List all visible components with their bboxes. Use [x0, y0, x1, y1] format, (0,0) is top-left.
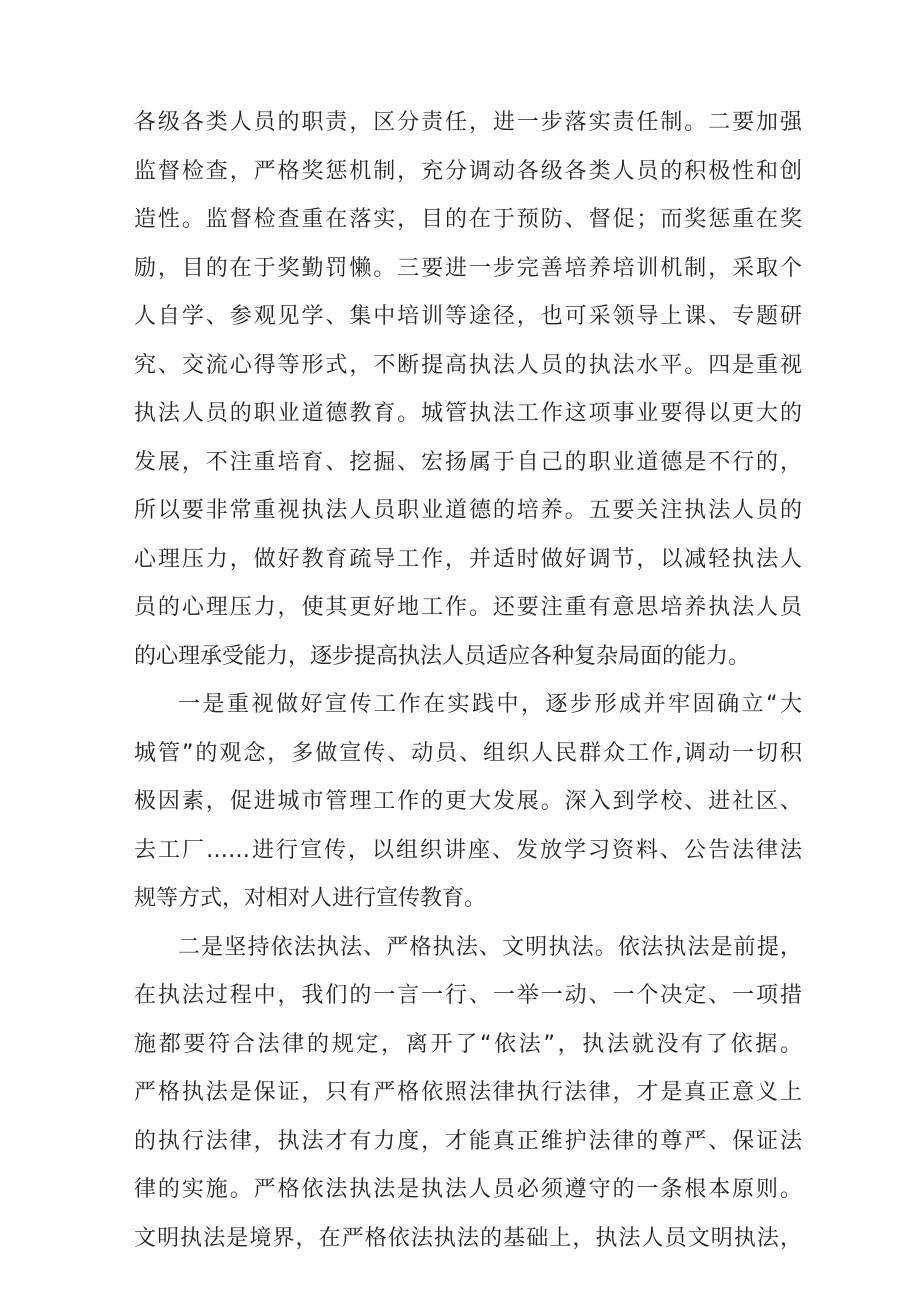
paragraph-continuation	[134, 99, 802, 681]
text-line: 文明执法是境界，在严格依法执法的基础上，执法人员文明执法，	[134, 1225, 802, 1251]
text-line: 各级各类人员的职责，区分责任，进一步落实责任制。二要加强	[134, 110, 802, 135]
text-line: 严格执法是保证，只有严格依照法律执行法律，才是真正意义上	[134, 1080, 802, 1105]
text-line: 员的心理压力，使其更好地工作。还要注重有意思培养执法人员	[134, 595, 802, 620]
text-line: 发展，不注重培育、挖掘、宏扬属于自己的职业道德是不行的，	[134, 449, 802, 475]
paragraph-law-enforcement	[134, 924, 802, 1264]
text-line: 规等方式，对相对人进行宣传教育。	[134, 886, 487, 911]
text-line: 执法人员的职业道德教育。城管执法工作这项事业要得以更大的	[134, 401, 802, 426]
text-line: 去工厂……进行宣传，以组织讲座、发放学习资料、公告法律法	[134, 837, 802, 863]
text-line: 城管”的观念，多做宣传、动员、组织人民群众工作,调动一切积	[134, 740, 802, 766]
text-line: 所以要非常重视执法人员职业道德的培养。五要关注执法人员的	[134, 498, 802, 523]
text-line: 监督检查，严格奖惩机制，充分调动各级各类人员的积极性和创	[134, 158, 802, 184]
paragraph-publicity	[134, 681, 802, 924]
text-line: 一是重视做好宣传工作在实践中，逐步形成并牢固确立“大	[178, 692, 802, 717]
text-line: 心理压力，做好教育疏导工作，并适时做好调节，以减轻执法人	[134, 546, 802, 572]
text-line: 二是坚持依法执法、严格执法、文明执法。依法执法是前提，	[178, 934, 802, 960]
text-line: 究、交流心得等形式，不断提高执法人员的执法水平。四是重视	[134, 352, 802, 378]
text-line: 律的实施。严格依法执法是执法人员必须遵守的一条根本原则。	[134, 1177, 802, 1202]
text-line: 励，目的在于奖勤罚懒。三要进一步完善培养培训机制，采取个	[134, 255, 802, 281]
text-line: 施都要符合法律的规定，离开了“依法”，执法就没有了依据。	[134, 1031, 802, 1057]
text-line: 的心理承受能力，逐步提高执法人员适应各种复杂局面的能力。	[134, 643, 751, 669]
text-line: 造性。监督检查重在落实，目的在于预防、督促；而奖惩重在奖	[134, 207, 802, 232]
text-line: 极因素，促进城市管理工作的更大发展。深入到学校、进社区、	[134, 789, 802, 814]
text-line: 的执行法律，执法才有力度，才能真正维护法律的尊严、保证法	[134, 1128, 802, 1154]
body-text	[134, 99, 802, 1263]
text-line: 人自学、参观见学、集中培训等途径，也可采领导上课、专题研	[134, 304, 802, 329]
text-line: 在执法过程中，我们的一言一行、一举一动、一个决定、一项措	[134, 983, 802, 1008]
